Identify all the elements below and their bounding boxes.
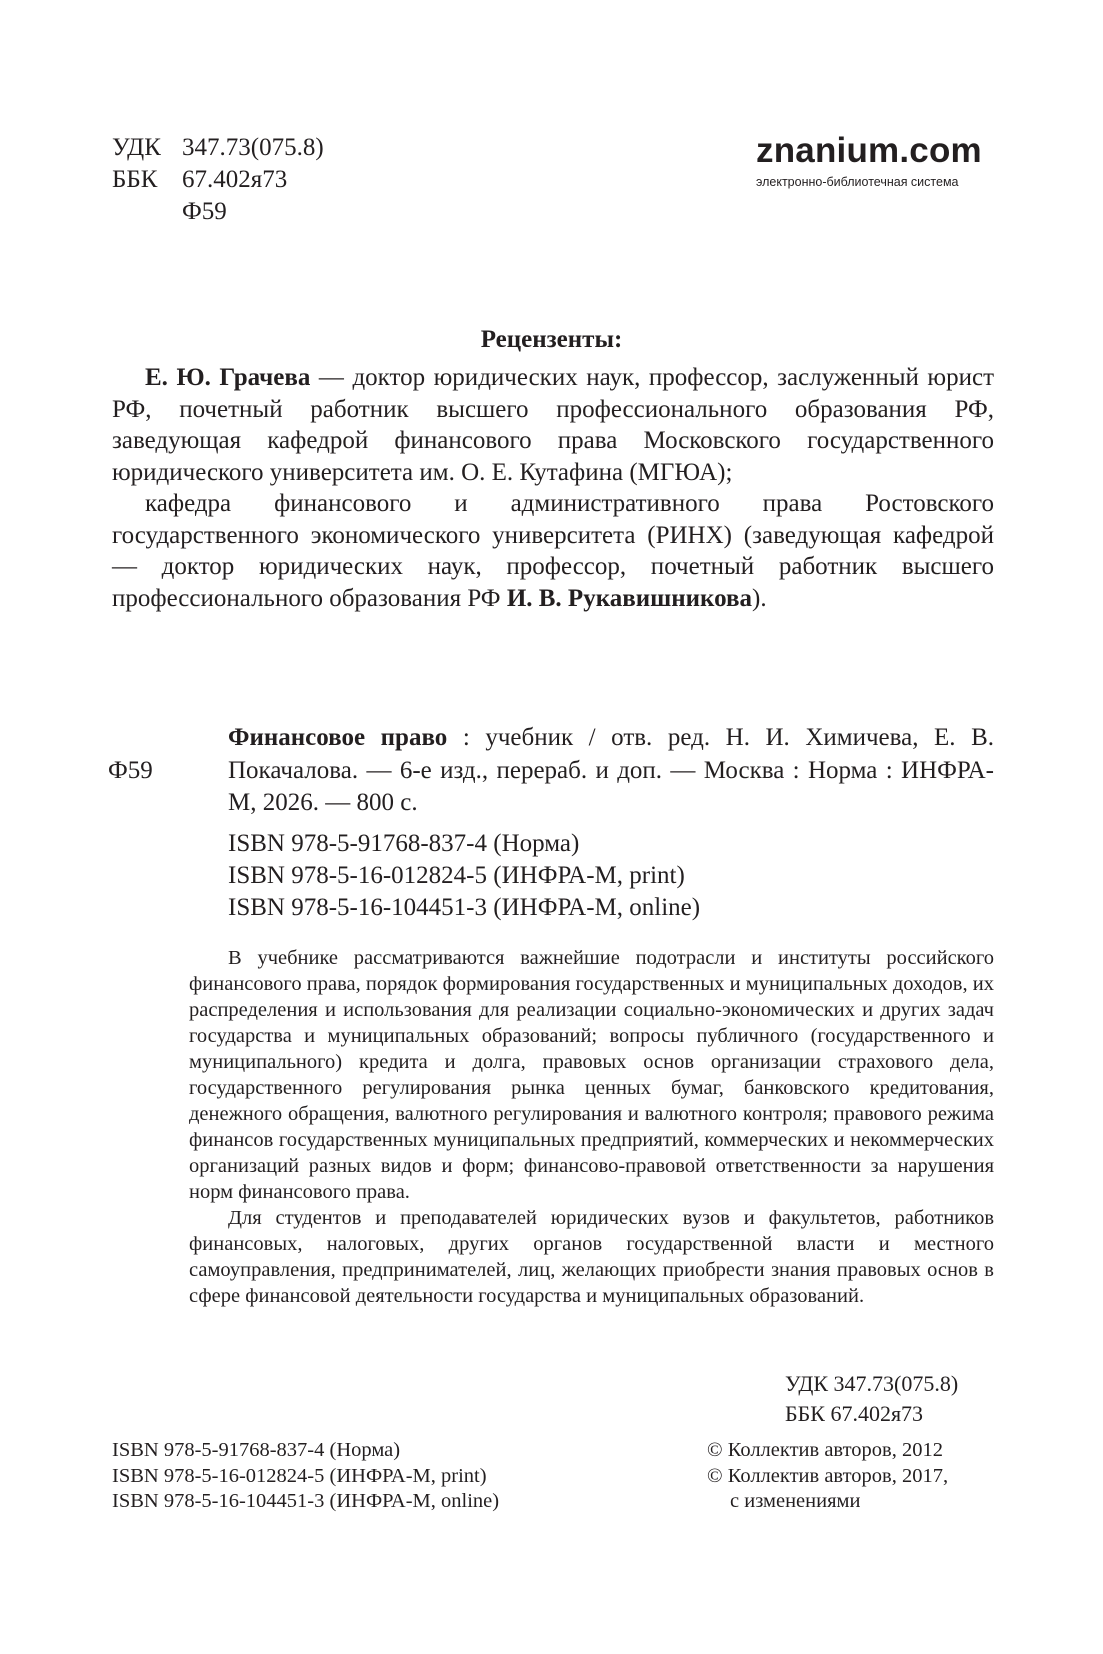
isbn-line: ISBN 978-5-16-012824-5 (ИНФРА-М, print) xyxy=(228,862,685,889)
isbn-line: ISBN 978-5-16-012824-5 (ИНФРА-М, print) xyxy=(112,1464,487,1487)
reviewers-block xyxy=(112,362,994,614)
udk-bottom: УДК 347.73(075.8) xyxy=(785,1371,959,1396)
annotation-paragraph-2: Для студентов и преподавателей юридических вузов и факультетов, работников финансовых, налоговых, других органов государственной власти и местного самоуправления, предпринимателей, лиц, желающих приобрести знания правовых основ в сфере финансовой деятельности государства и муниципальных образований. xyxy=(189,1207,994,1307)
reviewers-heading: Рецензенты: xyxy=(480,326,623,353)
bbk-label: ББК xyxy=(112,166,158,193)
classification-codes-bottom xyxy=(785,1369,958,1429)
znanium-logo xyxy=(756,132,996,190)
bbk-line xyxy=(112,164,324,196)
author-mark: Ф59 xyxy=(182,198,227,225)
copyright-block xyxy=(707,1438,948,1515)
reviewer-2-text: кафедра финансового и административного права Ростовского государственного экономического университета (РИНХ) (заведующая кафедрой — доктор юридических наук, профессор, почетный работник высшего профессионального образования РФ xyxy=(112,490,994,612)
catalog-entry xyxy=(228,722,994,820)
logo-name: znanium.com xyxy=(756,131,982,170)
catalog-isbn-list xyxy=(228,828,700,924)
isbn-line: ISBN 978-5-16-104451-3 (ИНФРА-М, online) xyxy=(228,894,701,921)
udk-value: 347.73(075.8) xyxy=(182,134,324,161)
copyright-line: с изменениями xyxy=(730,1490,861,1512)
udk-line xyxy=(112,132,324,164)
reviewer-2-name: И. В. Рукавишникова xyxy=(506,584,753,612)
copyright-line: © Коллектив авторов, 2012 xyxy=(707,1439,943,1461)
annotation-paragraph-1: В учебнике рассматриваются важнейшие подотрасли и институты российского финансового права, порядок формирования государственных и муниципальных доходов, их распределения и использования для реализации социально-экономических и других задач государства и муниципальных образований; вопросы публичного (государственного и муниципального) кредита и долга, правовых основ организации страхового дела, государственного регулирования рынка ценных бумаг, банковского кредитования, денежного обращения, валютного регулирования и валютного контроля; правового режима финансов государственных муниципальных предприятий, коммерческих и некоммерческих организаций разных видов и форм; финансово-правовой ответственности за нарушения норм финансового права. xyxy=(189,947,994,1203)
bbk-bottom: ББК 67.402я73 xyxy=(785,1401,924,1426)
isbn-list-bottom xyxy=(112,1438,499,1515)
isbn-line: ISBN 978-5-91768-837-4 (Норма) xyxy=(228,830,580,857)
logo-tagline: электронно-библиотечная система xyxy=(756,175,959,189)
catalog-author-mark: Ф59 xyxy=(108,757,153,784)
copyright-line: © Коллектив авторов, 2017, xyxy=(707,1464,949,1487)
reviewer-1-text: — доктор юридических наук, профессор, заслуженный юрист РФ, почетный работник высшего профессионального образования РФ, заведующая кафедрой финансового права Московского государственного юридического университета им. О. Е. Кутафина (МГЮА); xyxy=(112,364,994,486)
isbn-line: ISBN 978-5-91768-837-4 (Норма) xyxy=(112,1439,401,1461)
reviewer-2-end: ). xyxy=(752,584,767,612)
reviewer-1 xyxy=(112,362,994,488)
reviewer-2 xyxy=(112,488,994,614)
book-title: Финансовое право xyxy=(228,724,448,751)
annotation xyxy=(189,945,994,1309)
udk-label: УДК xyxy=(112,134,161,161)
isbn-line: ISBN 978-5-16-104451-3 (ИНФРА-М, online) xyxy=(112,1490,500,1512)
book-description: : учебник / отв. ред. Н. И. Химичева, Е. В. Покачалова. — 6-е изд., перераб. и доп. — Москва : Норма : ИНФРА-М, 2026. — 800 с. xyxy=(228,724,994,816)
classification-codes-top xyxy=(112,132,324,228)
reviewer-1-name: Е. Ю. Грачева xyxy=(145,364,311,391)
bbk-value: 67.402я73 xyxy=(182,166,288,193)
